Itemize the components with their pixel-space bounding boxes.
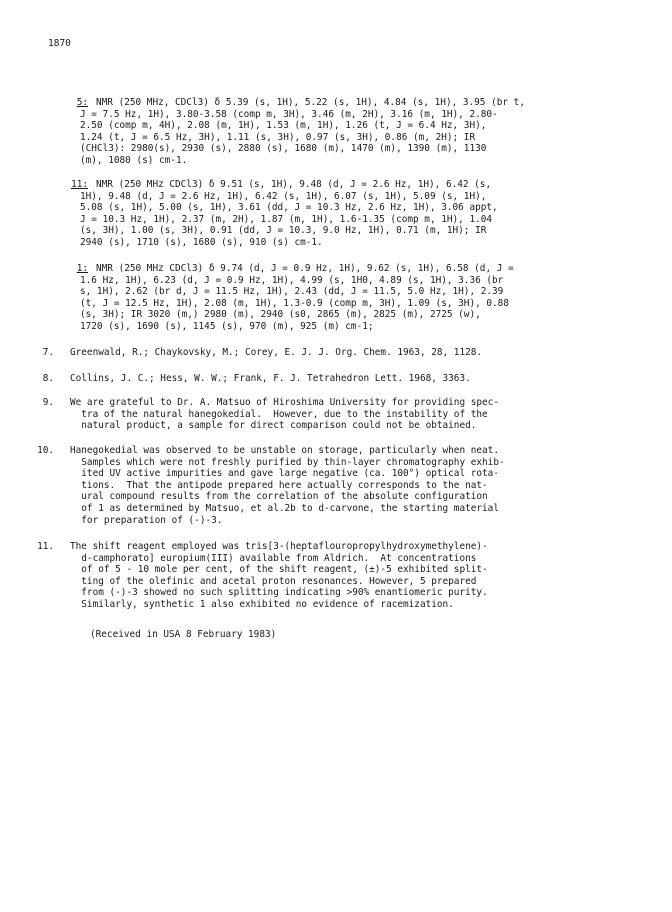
page-number: 1870 — [48, 38, 71, 49]
text-line: (s, 3H); IR 3020 (m,) 2980 (m), 2940 (s0, 2865 (m), 2825 (m), 2725 (w), — [80, 309, 481, 321]
text-line: Greenwald, R.; Chaykovsky, M.; Corey, E. J. J. Org. Chem. 1963, 28, 1128. — [70, 347, 483, 358]
text-line: 2.50 (comp m, 4H), 2.08 (m, 1H), 1.53 (m, 1H), 1.26 (t, J = 6.4 Hz, 3H), — [80, 120, 487, 132]
reference-text — [70, 541, 630, 611]
text-line: ting of the olefinic and acetal proton resonances. However, 5 prepared — [70, 575, 477, 587]
text-line: Collins, J. C.; Hess, W. W.; Frank, F. J. Tetrahedron Lett. 1968, 3363. — [70, 373, 471, 384]
text-line: Similarly, synthetic 1 also exhibited no evidence of racemization. — [70, 598, 454, 610]
compound-label: 1: — [76, 263, 88, 274]
text-line: Hanegokedial was observed to be unstable on storage, particularly when neat. — [70, 445, 499, 456]
reference-text — [70, 445, 630, 526]
text-line: (t, J = 12.5 Hz, 1H), 2.08 (m, 1H), 1.3-0.9 (comp m, 3H), 1.09 (s, 3H), 0.88 — [80, 297, 509, 309]
reference-number: 9. — [42, 397, 54, 408]
text-line: 5.08 (s, 1H), 5.00 (s, 1H), 3.61 (dd, J = 10.3 Hz, 2.6 Hz, 1H), 3.06 appt, — [80, 202, 498, 214]
text-line: 1.6 Hz, 1H), 6.23 (d, J = 0.9 Hz, 1H), 4.99 (s, 1H0, 4.89 (s, 1H), 3.36 (br — [80, 274, 504, 286]
text-line: 1720 (s), 1690 (s), 1145 (s), 970 (m), 925 (m) cm-1; — [80, 320, 374, 332]
text-line: (m), 1080 (s) cm-1. — [80, 154, 188, 166]
text-line: (s, 3H), 1.00 (s, 3H), 0.91 (dd, J = 10.3, 9.0 Hz, 1H), 0.71 (m, 1H); IR — [80, 225, 487, 237]
text-line: tions. That the antipode prepared here actually corresponds to the nat- — [70, 479, 488, 491]
text-line: Samples which were not freshly purified by thin-layer chromatography exhib- — [70, 456, 505, 468]
reference-number: 10. — [37, 445, 54, 456]
text-line: J = 10.3 Hz, 1H), 2.37 (m, 2H), 1.87 (m, 1H), 1.6-1.35 (comp m, 1H), 1.04 — [80, 213, 493, 225]
text-line: tra of the natural hanegokedial. However, due to the instability of the — [70, 408, 488, 420]
text-line: We are grateful to Dr. A. Matsuo of Hiroshima University for providing spec- — [70, 397, 499, 408]
nmr-text — [80, 179, 656, 249]
text-line: of 1 as determined by Matsuo, et al.2b to d-carvone, the starting material — [70, 502, 499, 514]
nmr-text — [80, 97, 656, 167]
text-line: from (-)-3 showed no such splitting indicating >90% enantiomeric purity. — [70, 587, 488, 599]
text-line: of of 5 - 10 mole per cent, of the shift reagent, (±)-5 exhibited split- — [70, 564, 488, 576]
text-line: The shift reagent employed was tris[3-(heptaflouropropylhydroxymethylene)- — [70, 541, 488, 552]
text-line: NMR (250 MHz, CDCl3) δ 5.39 (s, 1H), 5.22 (s, 1H), 4.84 (s, 1H), 3.95 (br t, — [96, 97, 525, 108]
text-line: natural product, a sample for direct comparison could not be obtained. — [70, 420, 477, 432]
reference-number: 11. — [37, 541, 54, 552]
text-line: for preparation of (-)-3. — [70, 514, 223, 526]
received-date: (Received in USA 8 February 1983) — [90, 629, 277, 640]
nmr-text — [80, 263, 656, 333]
reference-number: 8. — [42, 373, 54, 384]
compound-label: 5: — [76, 97, 88, 108]
reference-number: 7. — [42, 347, 54, 358]
reference-text — [70, 397, 630, 432]
text-line: ited UV active impurities and gave large negative (ca. 100°) optical rota- — [70, 468, 499, 480]
reference-text — [70, 373, 630, 385]
text-line: s, 1H), 2.62 (br d, J = 11.5 Hz, 1H), 2.43 (dd, J = 11.5, 5.0 Hz, 1H), 2.39 — [80, 286, 504, 298]
text-line: ural compound results from the correlation of the absolute configuration — [70, 491, 488, 503]
text-line: NMR (250 MHz CDCl3) δ 9.74 (d, J = 0.9 Hz, 1H), 9.62 (s, 1H), 6.58 (d, J = — [96, 263, 514, 274]
text-line: NMR (250 MHz CDCl3) δ 9.51 (s, 1H), 9.48 (d, J = 2.6 Hz, 1H), 6.42 (s, — [96, 179, 492, 190]
text-line: (CHCl3): 2980(s), 2930 (s), 2880 (s), 1680 (m), 1470 (m), 1390 (m), 1130 — [80, 143, 487, 155]
text-line: d-camphorato] europium(III) available from Aldrich. At concentrations — [70, 552, 477, 564]
text-line: 1H), 9.48 (d, J = 2.6 Hz, 1H), 6.42 (s, 1H), 6.07 (s, 1H), 5.09 (s, 1H), — [80, 190, 487, 202]
compound-label: 11: — [71, 179, 88, 190]
text-line: J = 7.5 Hz, 1H), 3.80-3.58 (comp m, 3H), 3.46 (m, 2H), 3.16 (m, 1H), 2.80- — [80, 108, 498, 120]
reference-text — [70, 347, 630, 359]
text-line: 1.24 (t, J = 6.5 Hz, 3H), 1.11 (s, 3H), 0.97 (s, 3H), 0.86 (m, 2H); IR — [80, 131, 476, 143]
text-line: 2940 (s), 1710 (s), 1680 (s), 910 (s) cm-1. — [80, 236, 323, 248]
